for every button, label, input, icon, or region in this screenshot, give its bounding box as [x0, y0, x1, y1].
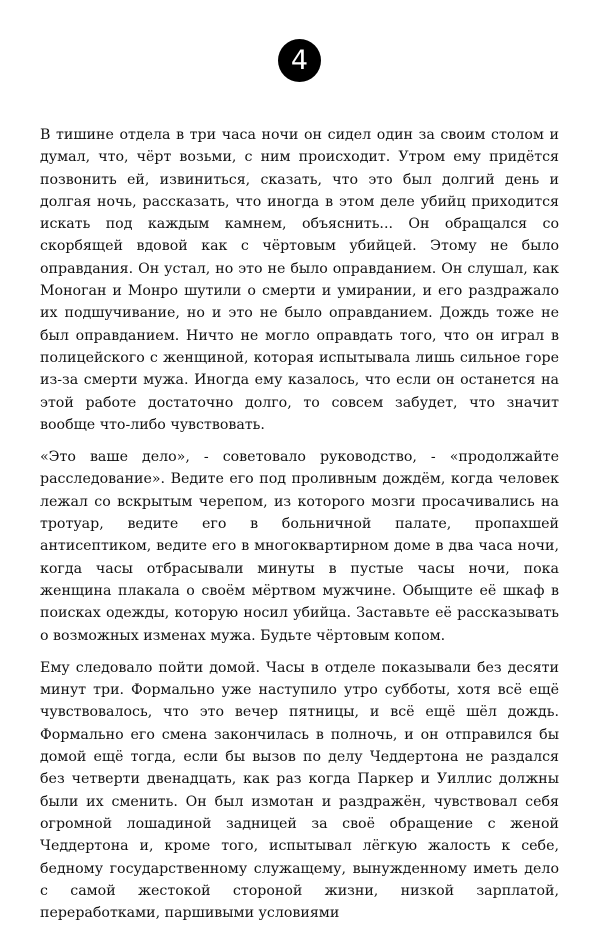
paragraph-1: В тишине отдела в три часа ночи он сидел один за своим столом и думал, что, чёрт возьми, с ним происходит. Утром ему придётся позвонить ей, извиниться, сказать, что это был долгий день и долгая ночь, рассказать, что иногда в этом деле убийц приходится искать под каждым камнем, объяснить... Он обращался со скорбящей вдовой как с чёртовым убийцей. Этому не было оправдания. Он устал, но это не было оправданием. Он слушал, как Моноган и Монро шутили о смерти и умирании, и его раздражало их подшучивание, но и это не было оправданием. Дождь тоже не был оправданием. Ничто не могло оправдать того, что он играл в полицейского с женщиной, которая испытывала лишь сильное горе из-за смерти мужа. Иногда ему казалось, что если он останется на этой работе достаточно долго, то совсем забудет, что значит вообще что-либо чувствовать.	[40, 127, 559, 433]
paragraph-3: Ему следовало пойти домой. Часы в отделе показывали без десяти минут три. Формально уже наступило утро субботы, хотя всё ещё чувствовалось, что это вечер пятницы, и всё ещё шёл дождь. Формально его смена закончилась в полночь, и он отправился бы домой ещё тогда, если бы вызов по делу Чеддертона не раздался без четверти двенадцать, как раз когда Паркер и Уиллис должны были их сменить. Он был измотан и раздражён, чувствовал себя огромной лошадиной задницей за своё обращение с женой Чеддертона и, кроме того, испытывал лёгкую жалость к себе, бедному государственному служащему, вынужденному иметь дело с самой жестокой стороной жизни, низкой зарплатой, переработками, паршивыми условиями	[40, 659, 559, 922]
chapter-number: 4	[290, 45, 309, 76]
chapter-number-badge	[278, 39, 321, 82]
paragraph-2: «Это ваше дело», - советовало руководство, - «продолжайте расследование». Ведите его под проливным дождём, когда человек лежал со вскрытым черепом, из которого мозги просачивались на тротуар, ведите его в больничной палате, пропахшей антисептиком, ведите его в многоквартирном доме в два часа ночи, когда часы отбрасывали минуты в пустые часы ночи, пока женщина плакала о своём мёртвом мужчине. Обыщите её шкаф в поисках одежды, которую носил убийца. Заставьте её рассказывать о возможных изменах мужа. Будьте чёртовым копом.	[40, 449, 559, 644]
chapter-body	[40, 124, 559, 934]
